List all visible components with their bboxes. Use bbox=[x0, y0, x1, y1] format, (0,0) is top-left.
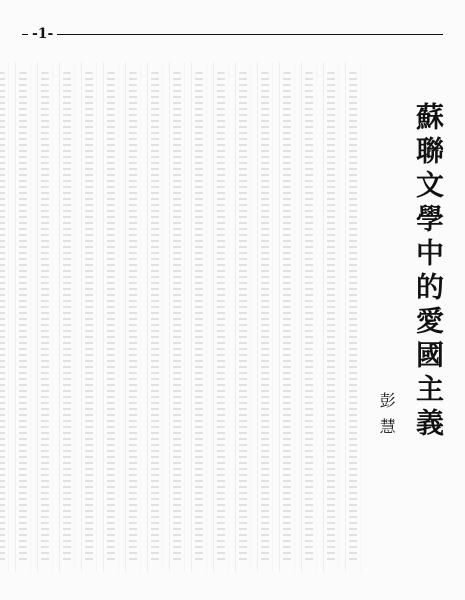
body-column bbox=[323, 62, 339, 572]
body-column bbox=[345, 62, 361, 572]
body-column bbox=[0, 62, 9, 572]
body-column bbox=[15, 62, 31, 572]
body-column bbox=[213, 62, 229, 572]
body-column bbox=[257, 62, 273, 572]
article-title: 蘇聯文學中的愛國主義 bbox=[412, 102, 445, 442]
body-column bbox=[81, 62, 97, 572]
body-column bbox=[59, 62, 75, 572]
body-column bbox=[147, 62, 163, 572]
article-body-columns bbox=[0, 62, 361, 572]
body-column bbox=[125, 62, 141, 572]
body-column bbox=[191, 62, 207, 572]
body-column bbox=[103, 62, 119, 572]
body-column bbox=[279, 62, 295, 572]
body-column bbox=[301, 62, 317, 572]
page-number: -1- bbox=[28, 26, 57, 42]
article-author: 彭慧 bbox=[377, 392, 397, 444]
body-column bbox=[37, 62, 53, 572]
content-area bbox=[22, 62, 443, 572]
body-column bbox=[169, 62, 185, 572]
header-rule bbox=[22, 34, 443, 35]
body-column bbox=[235, 62, 251, 572]
